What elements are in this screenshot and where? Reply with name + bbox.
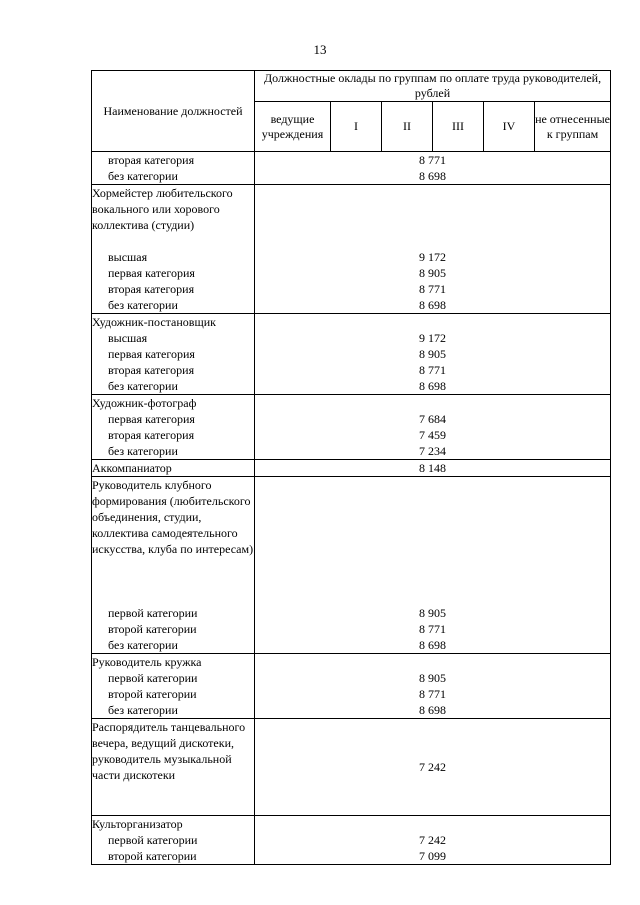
salary-value: 8 698 xyxy=(255,297,611,314)
table-group-row xyxy=(92,477,611,606)
position-name: без категории xyxy=(92,378,255,395)
position-name: первой категории xyxy=(92,832,255,848)
table-row xyxy=(92,265,611,281)
table-row xyxy=(92,152,611,169)
table-row xyxy=(92,621,611,637)
header-col-leading: ведущие учреждения xyxy=(255,102,331,152)
salary-value: 8 905 xyxy=(255,265,611,281)
table-row xyxy=(92,346,611,362)
table-group-row xyxy=(92,395,611,412)
position-name: Распорядитель танцевального вечера, ведущий дискотеки, руководитель музыкальной части дискотеки xyxy=(92,719,255,816)
position-name: первой категории xyxy=(92,605,255,621)
salary-value: 9 172 xyxy=(255,330,611,346)
salary-value: 7 242 xyxy=(255,719,611,816)
salary-value: 7 459 xyxy=(255,427,611,443)
salary-value: 8 698 xyxy=(255,378,611,395)
page-number: 13 xyxy=(313,42,327,57)
salary-value: 8 698 xyxy=(255,637,611,654)
header-col-group-2: II xyxy=(382,102,433,152)
salary-value: 8 771 xyxy=(255,686,611,702)
position-name: без категории xyxy=(92,702,255,719)
salary-value: 8 905 xyxy=(255,346,611,362)
position-name: второй категории xyxy=(92,621,255,637)
position-name: без категории xyxy=(92,637,255,654)
header-col-unassigned: не отнесенные к группам xyxy=(535,102,611,152)
salary-value xyxy=(255,477,611,606)
position-name: вторая категория xyxy=(92,362,255,378)
position-name: второй категории xyxy=(92,848,255,865)
position-name: без категории xyxy=(92,443,255,460)
position-name: высшая xyxy=(92,330,255,346)
salary-value: 8 148 xyxy=(255,460,611,477)
salary-value: 9 172 xyxy=(255,249,611,265)
table-row xyxy=(92,330,611,346)
position-name: вторая категория xyxy=(92,427,255,443)
table-row xyxy=(92,281,611,297)
salary-value: 7 684 xyxy=(255,411,611,427)
position-name: Художник-постановщик xyxy=(92,314,255,331)
position-name: Хормейстер любительского вокального или хорового коллектива (студии) xyxy=(92,185,255,250)
position-name: без категории xyxy=(92,168,255,185)
table-group-row xyxy=(92,314,611,331)
salary-value: 8 771 xyxy=(255,281,611,297)
table-group-row xyxy=(92,185,611,250)
salary-value: 8 698 xyxy=(255,702,611,719)
table-row xyxy=(92,686,611,702)
table-row xyxy=(92,168,611,185)
salary-value xyxy=(255,185,611,250)
salary-value: 8 698 xyxy=(255,168,611,185)
table-row xyxy=(92,670,611,686)
position-name: вторая категория xyxy=(92,281,255,297)
salary-table xyxy=(91,70,611,865)
table-group-row xyxy=(92,719,611,816)
salary-value: 7 099 xyxy=(255,848,611,865)
position-name: Культорганизатор xyxy=(92,816,255,833)
position-name: первой категории xyxy=(92,670,255,686)
header-col-group-1: I xyxy=(331,102,382,152)
position-name: второй категории xyxy=(92,686,255,702)
position-name: Художник-фотограф xyxy=(92,395,255,412)
position-name: Руководитель кружка xyxy=(92,654,255,671)
table-row xyxy=(92,848,611,865)
salary-value: 8 771 xyxy=(255,621,611,637)
salary-value: 8 905 xyxy=(255,670,611,686)
salary-value: 8 771 xyxy=(255,152,611,169)
table-row xyxy=(92,378,611,395)
salary-value: 8 905 xyxy=(255,605,611,621)
header-group-title: Должностные оклады по группам по оплате труда руководителей, рублей xyxy=(255,71,611,102)
header-col-group-3: III xyxy=(433,102,484,152)
salary-value: 7 242 xyxy=(255,832,611,848)
table-body xyxy=(92,152,611,865)
position-name: первая категория xyxy=(92,346,255,362)
position-name: вторая категория xyxy=(92,152,255,169)
table-row xyxy=(92,249,611,265)
table-group-row xyxy=(92,816,611,833)
position-name: Аккомпаниатор xyxy=(92,460,255,477)
salary-value xyxy=(255,654,611,671)
position-name: без категории xyxy=(92,297,255,314)
salary-value: 7 234 xyxy=(255,443,611,460)
salary-value: 8 771 xyxy=(255,362,611,378)
position-name: первая категория xyxy=(92,265,255,281)
table-row xyxy=(92,362,611,378)
table-group-row xyxy=(92,654,611,671)
table-row xyxy=(92,637,611,654)
table-row xyxy=(92,605,611,621)
header-name-column: Наименование должностей xyxy=(92,71,255,152)
position-name: высшая xyxy=(92,249,255,265)
salary-value xyxy=(255,816,611,833)
table-row xyxy=(92,411,611,427)
table-row xyxy=(92,702,611,719)
table-group-row xyxy=(92,460,611,477)
table-row xyxy=(92,443,611,460)
table-row xyxy=(92,427,611,443)
salary-value xyxy=(255,314,611,331)
table-row xyxy=(92,832,611,848)
table-row xyxy=(92,297,611,314)
header-col-group-4: IV xyxy=(484,102,535,152)
position-name: первая категория xyxy=(92,411,255,427)
position-name: Руководитель клубного формирования (любительского объединения, студии, коллектива самодеятельного искусства, клуба по интересам) xyxy=(92,477,255,606)
salary-value xyxy=(255,395,611,412)
